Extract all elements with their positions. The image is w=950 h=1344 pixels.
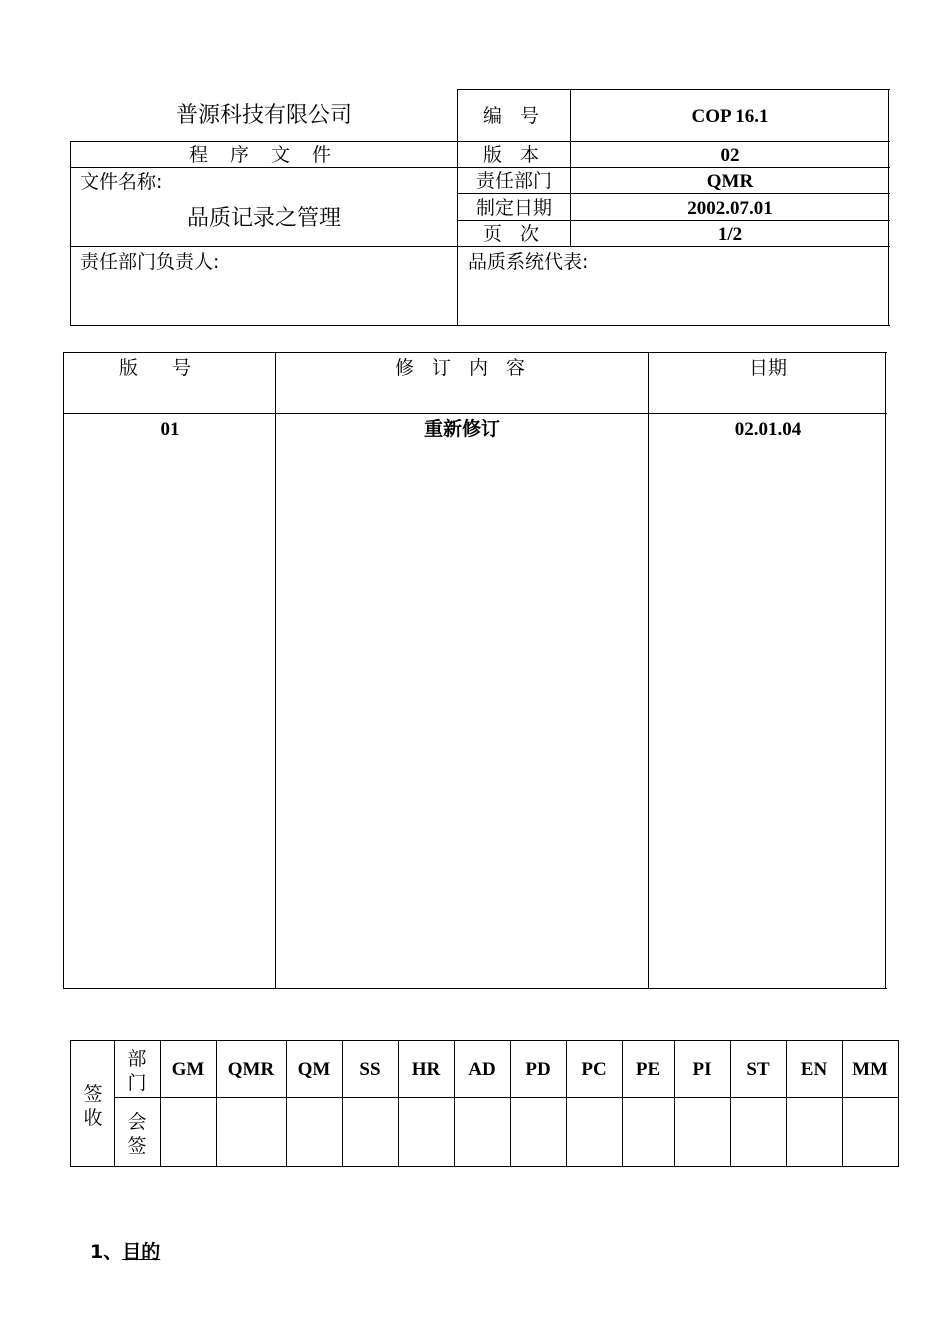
company-name: 普源科技有限公司 [175,103,353,128]
dept-pc: PC [581,1059,607,1080]
dept-ad: AD [468,1059,496,1080]
rule [70,1040,899,1041]
field-value-date: 2002.07.01 [687,198,773,219]
signoff-sign-label: 会签 [127,1111,147,1157]
rule [63,988,887,989]
dept-hr: HR [411,1059,441,1080]
rule [63,352,887,353]
field-value-version: 02 [720,145,740,166]
dept-en: EN [800,1059,828,1080]
rule [898,1040,899,1167]
rule [286,1040,287,1167]
rule [398,1040,399,1167]
field-label-code: 编 号 [482,105,546,127]
rule [888,89,889,326]
rule [457,220,890,221]
dept-st: ST [746,1059,770,1080]
dept-qm: QM [297,1059,331,1080]
rule [70,167,890,168]
rule [648,352,649,989]
section-title: 目的 [122,1241,161,1263]
rule [342,1040,343,1167]
rule [216,1040,217,1167]
rule [70,246,890,247]
rule [70,141,71,326]
revision-row-date: 02.01.04 [734,419,802,440]
dept-qmr: QMR [227,1059,275,1080]
rule [63,413,887,414]
rule [70,1040,71,1167]
rule [114,1097,899,1098]
rule [842,1040,843,1167]
revision-header-version: 版 号 [118,357,206,379]
dept-pd: PD [525,1059,551,1080]
rule [566,1040,567,1167]
file-name-label: 文件名称: [80,171,163,193]
rule [457,89,458,326]
field-label-version: 版 本 [482,144,546,166]
qa-rep-label: 品质系统代表: [468,251,589,273]
rule [70,141,890,142]
rule [63,352,64,989]
rule [70,1166,899,1167]
field-label-date: 制定日期 [475,197,553,219]
rule [510,1040,511,1167]
section-number: 1、 [90,1241,123,1263]
field-value-dept: QMR [706,171,754,192]
field-value-code: COP 16.1 [691,106,769,127]
rule [70,325,890,326]
rule [730,1040,731,1167]
field-label-page: 页 次 [482,223,546,245]
doc-type: 程 序 文 件 [188,144,340,166]
dept-pe: PE [635,1059,661,1080]
field-label-dept: 责任部门 [475,170,553,192]
dept-gm: GM [171,1059,205,1080]
dept-pi: PI [692,1059,712,1080]
revision-row-version: 01 [160,419,180,440]
section-heading [90,1243,160,1262]
rule [885,352,886,989]
owner-label: 责任部门负责人: [80,251,220,273]
rule [570,89,571,247]
dept-mm: MM [852,1059,888,1080]
rule [114,1040,115,1167]
rule [786,1040,787,1167]
revision-header-date: 日期 [748,357,788,379]
dept-ss: SS [359,1059,381,1080]
revision-row-content: 重新修订 [423,418,501,440]
signoff-dept-label: 部门 [127,1048,147,1094]
revision-header-content: 修 订 内 容 [394,357,532,379]
rule [454,1040,455,1167]
field-value-page: 1/2 [717,224,743,245]
rule [622,1040,623,1167]
rule [674,1040,675,1167]
rule [457,193,890,194]
rule [160,1040,161,1167]
rule [457,89,890,90]
signoff-side-label: 签收 [83,1083,103,1129]
file-name: 品质记录之管理 [186,206,342,231]
rule [275,352,276,989]
